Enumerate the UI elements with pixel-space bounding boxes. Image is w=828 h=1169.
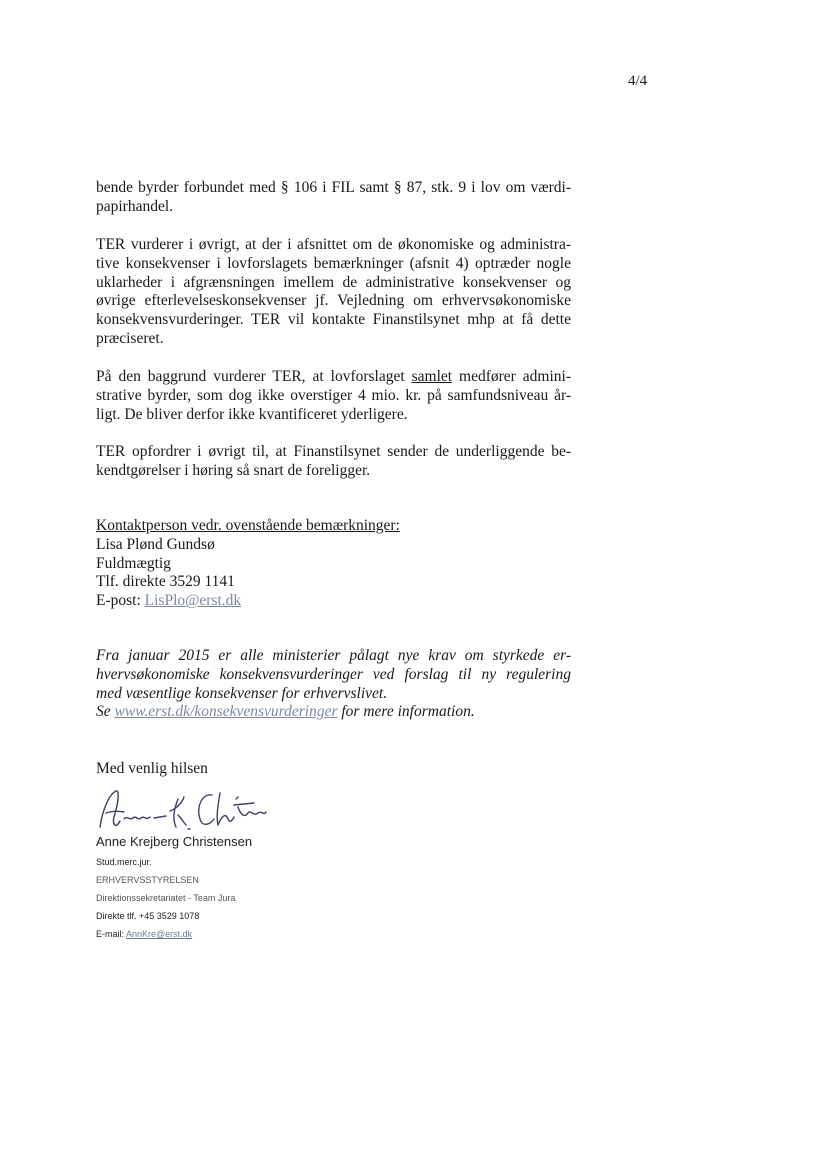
contact-title: Fuldmægtig: [96, 554, 171, 572]
signer-phone: Direkte tlf. +45 3529 1078: [96, 911, 200, 921]
notice-line: hvervsøkonomiske konsekvensvurderinger ved forslag til ny regulering: [96, 665, 571, 683]
notice-link-line: [96, 703, 571, 722]
text-line: bende byrder forbundet med § 106 i FIL samt § 87, stk. 9 i lov om værdi-: [96, 179, 571, 196]
signer-name: Anne Krejberg Christensen: [96, 834, 253, 849]
underlined-word: samlet: [411, 368, 453, 385]
notice-block: [96, 647, 571, 722]
text-line: papirhandel.: [96, 197, 174, 215]
paragraph-4: [96, 443, 571, 481]
signer-email-line: [96, 929, 252, 939]
signer-degree: Stud.merc.jur.: [96, 857, 152, 867]
contact-heading: Kontaktperson vedr. ovenstående bemærkninger:: [96, 517, 400, 534]
text-segment: medfører admini-: [452, 368, 571, 385]
text-line: strative byrder, som dog ikke overstiger 4 mio. kr. på samfundsniveau år-: [96, 386, 571, 404]
contact-email-line: [96, 592, 571, 611]
text-line: TER vurderer i øvrigt, at der i afsnittet om de økonomiske og administra-: [96, 236, 571, 253]
notice-line: Fra januar 2015 er alle ministerier pålagt nye krav om styrkede er-: [96, 647, 571, 664]
department: Direktionssekretariatet - Team Jura: [96, 893, 236, 903]
text-line: øvrige efterlevelseskonsekvenser jf. Vejledning om erhvervsøkonomiske: [96, 292, 571, 310]
text-segment: Se: [96, 703, 115, 721]
signer-email-link[interactable]: AnnKre@erst.dk: [126, 929, 193, 939]
email-label: E-mail:: [96, 929, 127, 939]
notice-line: med væsentlige konsekvenser for erhvervslivet.: [96, 684, 388, 702]
handwritten-signature: [94, 785, 269, 835]
organization-name: ERHVERVSSTYRELSEN: [96, 875, 199, 885]
text-line: konsekvensvurderinger. TER vil kontakte Finanstilsynet mhp at få dette: [96, 311, 571, 329]
paragraph-3: [96, 368, 571, 424]
paragraph-2: [96, 236, 571, 349]
contact-name: Lisa Plønd Gundsø: [96, 535, 215, 553]
text-line: ligt. De bliver derfor ikke kvantificeret yderligere.: [96, 405, 408, 423]
contact-email-link[interactable]: LisPlo@erst.dk: [144, 592, 242, 610]
text-line: kendtgørelser i høring så snart de foreligger.: [96, 461, 371, 479]
contact-block: [96, 517, 571, 611]
text-segment: På den baggrund vurderer TER, at lovforslaget: [96, 368, 412, 385]
contact-phone: Tlf. direkte 3529 1141: [96, 573, 235, 591]
closing: Med venlig hilsen: [96, 760, 208, 777]
text-line: TER opfordrer i øvrigt til, at Finanstilsynet sender de underliggende be-: [96, 443, 571, 460]
email-label: E-post:: [96, 592, 145, 610]
konsekvensvurderinger-link[interactable]: www.erst.dk/konsekvensvurderinger: [114, 703, 338, 721]
paragraph-1: [96, 179, 571, 217]
page-number: 4/4: [628, 73, 648, 89]
text-line: præciseret.: [96, 329, 164, 347]
text-line: [96, 368, 571, 387]
text-segment: for mere information.: [337, 703, 475, 721]
signature-block: [96, 834, 252, 939]
text-line: tive konsekvenser i lovforslagets bemærkninger (afsnit 4) optræder nogle: [96, 254, 571, 272]
text-line: uklarheder i afgrænsningen imellem de administrative konsekvenser og: [96, 273, 571, 291]
